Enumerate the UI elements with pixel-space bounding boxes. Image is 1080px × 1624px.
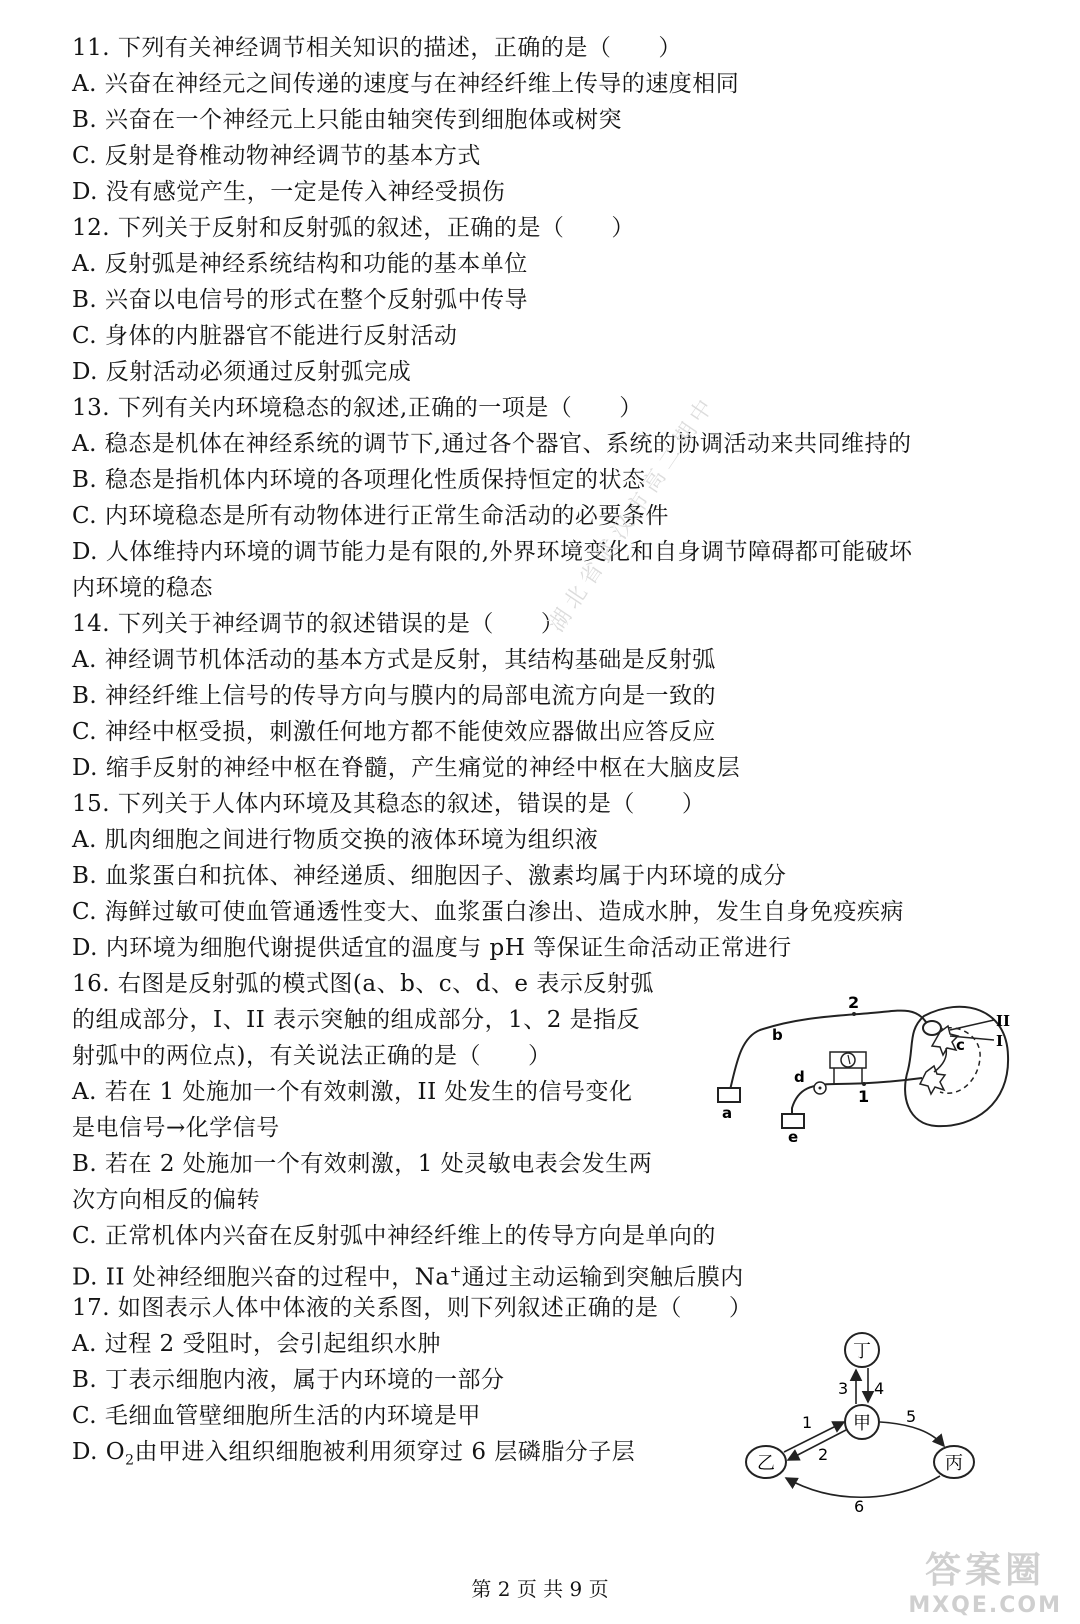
arrow-3-label: 3: [838, 1379, 849, 1398]
q14-option-a: A. 神经调节机体活动的基本方式是反射，其结构基础是反射弧: [72, 647, 716, 673]
q12-option-b: B. 兴奋以电信号的形式在整个反射弧中传导: [72, 287, 529, 313]
node-jia-label: 甲: [853, 1413, 871, 1434]
arrow-4-label: 4: [874, 1379, 885, 1398]
label-point-2: 2: [848, 993, 860, 1012]
q16-stem-line2: 的组成部分，I、II 表示突触的组成部分，1、2 是指反: [72, 1007, 641, 1033]
node-yi-label: 乙: [757, 1453, 775, 1474]
page-footer: 第 2 页 共 9 页: [471, 1577, 609, 1601]
q14-option-c: C. 神经中枢受损，刺激任何地方都不能使效应器做出应答反应: [72, 719, 716, 745]
arrow-1-label: 1: [802, 1413, 813, 1432]
sodium-charge: +: [449, 1264, 462, 1280]
site-watermark: [908, 1542, 1062, 1618]
node-bing-label: 丙: [945, 1453, 963, 1474]
q16-option-a-line1: A. 若在 1 处施加一个有效刺激，II 处发生的信号变化: [72, 1079, 633, 1105]
label-a: a: [722, 1104, 733, 1122]
oxygen-subscript: 2: [125, 1452, 135, 1469]
q15-option-c: C. 海鲜过敏可使血管通透性变大、血浆蛋白渗出、造成水肿，发生自身免疫疾病: [72, 899, 904, 925]
q13-stem: 13. 下列有关内环境稳态的叙述,正确的一项是（ ）: [72, 395, 643, 421]
q11-option-c: C. 反射是脊椎动物神经调节的基本方式: [72, 143, 481, 169]
q12-option-a: A. 反射弧是神经系统结构和功能的基本单位: [72, 251, 528, 277]
q14-option-b: B. 神经纤维上信号的传导方向与膜内的局部电流方向是一致的: [72, 683, 717, 709]
watermark-url: MXQE.COM: [908, 1593, 1062, 1618]
q15-option-b: B. 血浆蛋白和抗体、神经递质、细胞因子、激素均属于内环境的成分: [72, 863, 787, 889]
q13-option-d-line1: D. 人体维持内环境的调节能力是有限的,外界环境变化和自身调节障碍都可能破坏: [72, 539, 913, 565]
q12-stem: 12. 下列关于反射和反射弧的叙述，正确的是（ ）: [72, 215, 635, 241]
q17-option-b: B. 丁表示细胞内液，属于内环境的一部分: [72, 1367, 505, 1393]
label-synapse-II: II: [996, 1012, 1011, 1030]
q16-option-d-text: D. II 处神经细胞兴奋的过程中，Na: [72, 1264, 450, 1291]
q14-stem: 14. 下列关于神经调节的叙述错误的是（ ）: [72, 611, 565, 637]
q11-option-a: A. 兴奋在神经元之间传递的速度与在神经纤维上传导的速度相同: [72, 71, 740, 97]
label-point-1: 1: [858, 1087, 870, 1106]
label-b: b: [772, 1026, 783, 1044]
q11-option-b: B. 兴奋在一个神经元上只能由轴突传到细胞体或树突: [72, 107, 623, 133]
q17-option-d-text-rest: 由甲进入组织细胞被利用须穿过 6 层磷脂分子层: [134, 1439, 636, 1465]
node-ding-label: 丁: [853, 1341, 871, 1362]
q13-option-a: A. 稳态是机体在神经系统的调节下,通过各个器官、系统的协调活动来共同维持的: [72, 431, 912, 457]
q11-stem: 11. 下列有关神经调节相关知识的描述，正确的是（ ）: [72, 35, 682, 61]
arrow-5-label: 5: [906, 1407, 917, 1426]
arrow-2-label: 2: [818, 1445, 829, 1464]
q16-stem-line3: 射弧中的两位点)，有关说法正确的是（ ）: [72, 1043, 552, 1069]
q16-option-c: C. 正常机体内兴奋在反射弧中神经纤维上的传导方向是单向的: [72, 1223, 716, 1249]
q12-option-c: C. 身体的内脏器官不能进行反射活动: [72, 323, 458, 349]
q13-option-d-line2: 内环境的稳态: [72, 575, 213, 601]
q17-option-d: [72, 1437, 635, 1476]
label-d: d: [794, 1068, 805, 1086]
arrow-6-label: 6: [854, 1497, 865, 1516]
reflex-arc-diagram: [712, 986, 1022, 1146]
q17-option-c: C. 毛细血管壁细胞所生活的内环境是甲: [72, 1403, 481, 1429]
q16-option-a-line2: 是电信号→化学信号: [72, 1115, 280, 1141]
q16-option-b-line2: 次方向相反的偏转: [72, 1187, 260, 1213]
q16-option-d: [72, 1257, 744, 1293]
q17-option-d-text: D. O: [72, 1439, 126, 1465]
q17-option-a: A. 过程 2 受阻时，会引起组织水肿: [72, 1331, 441, 1357]
body-fluid-diagram: [742, 1328, 982, 1518]
q13-option-b: B. 稳态是指机体内环境的各项理化性质保持恒定的状态: [72, 467, 646, 493]
q15-stem: 15. 下列关于人体内环境及其稳态的叙述，错误的是（ ）: [72, 791, 706, 817]
q16-stem-line1: 16. 右图是反射弧的模式图(a、b、c、d、e 表示反射弧: [72, 971, 654, 997]
watermark-logo-text: 答案圈: [925, 1550, 1046, 1591]
q16-option-b-line1: B. 若在 2 处施加一个有效刺激，1 处灵敏电表会发生两: [72, 1151, 653, 1177]
q12-option-d: D. 反射活动必须通过反射弧完成: [72, 359, 412, 385]
q17-stem: 17. 如图表示人体中体液的关系图，则下列叙述正确的是（ ）: [72, 1295, 753, 1321]
label-c: c: [956, 1036, 965, 1054]
q15-option-a: A. 肌肉细胞之间进行物质交换的液体环境为组织液: [72, 827, 599, 853]
q11-option-d: D. 没有感觉产生，一定是传入神经受损伤: [72, 179, 506, 205]
q14-option-d: D. 缩手反射的神经中枢在脊髓，产生痛觉的神经中枢在大脑皮层: [72, 755, 741, 781]
label-synapse-I: I: [996, 1032, 1004, 1050]
q13-option-c: C. 内环境稳态是所有动物体进行正常生命活动的必要条件: [72, 503, 669, 529]
q15-option-d: D. 内环境为细胞代谢提供适宜的温度与 pH 等保证生命活动正常进行: [72, 935, 792, 961]
label-e: e: [788, 1128, 799, 1146]
q16-option-d-text-rest: 通过主动运输到突触后膜内: [461, 1264, 744, 1291]
stamp-watermark: 湖北省武汉市高二期中: [544, 390, 722, 637]
